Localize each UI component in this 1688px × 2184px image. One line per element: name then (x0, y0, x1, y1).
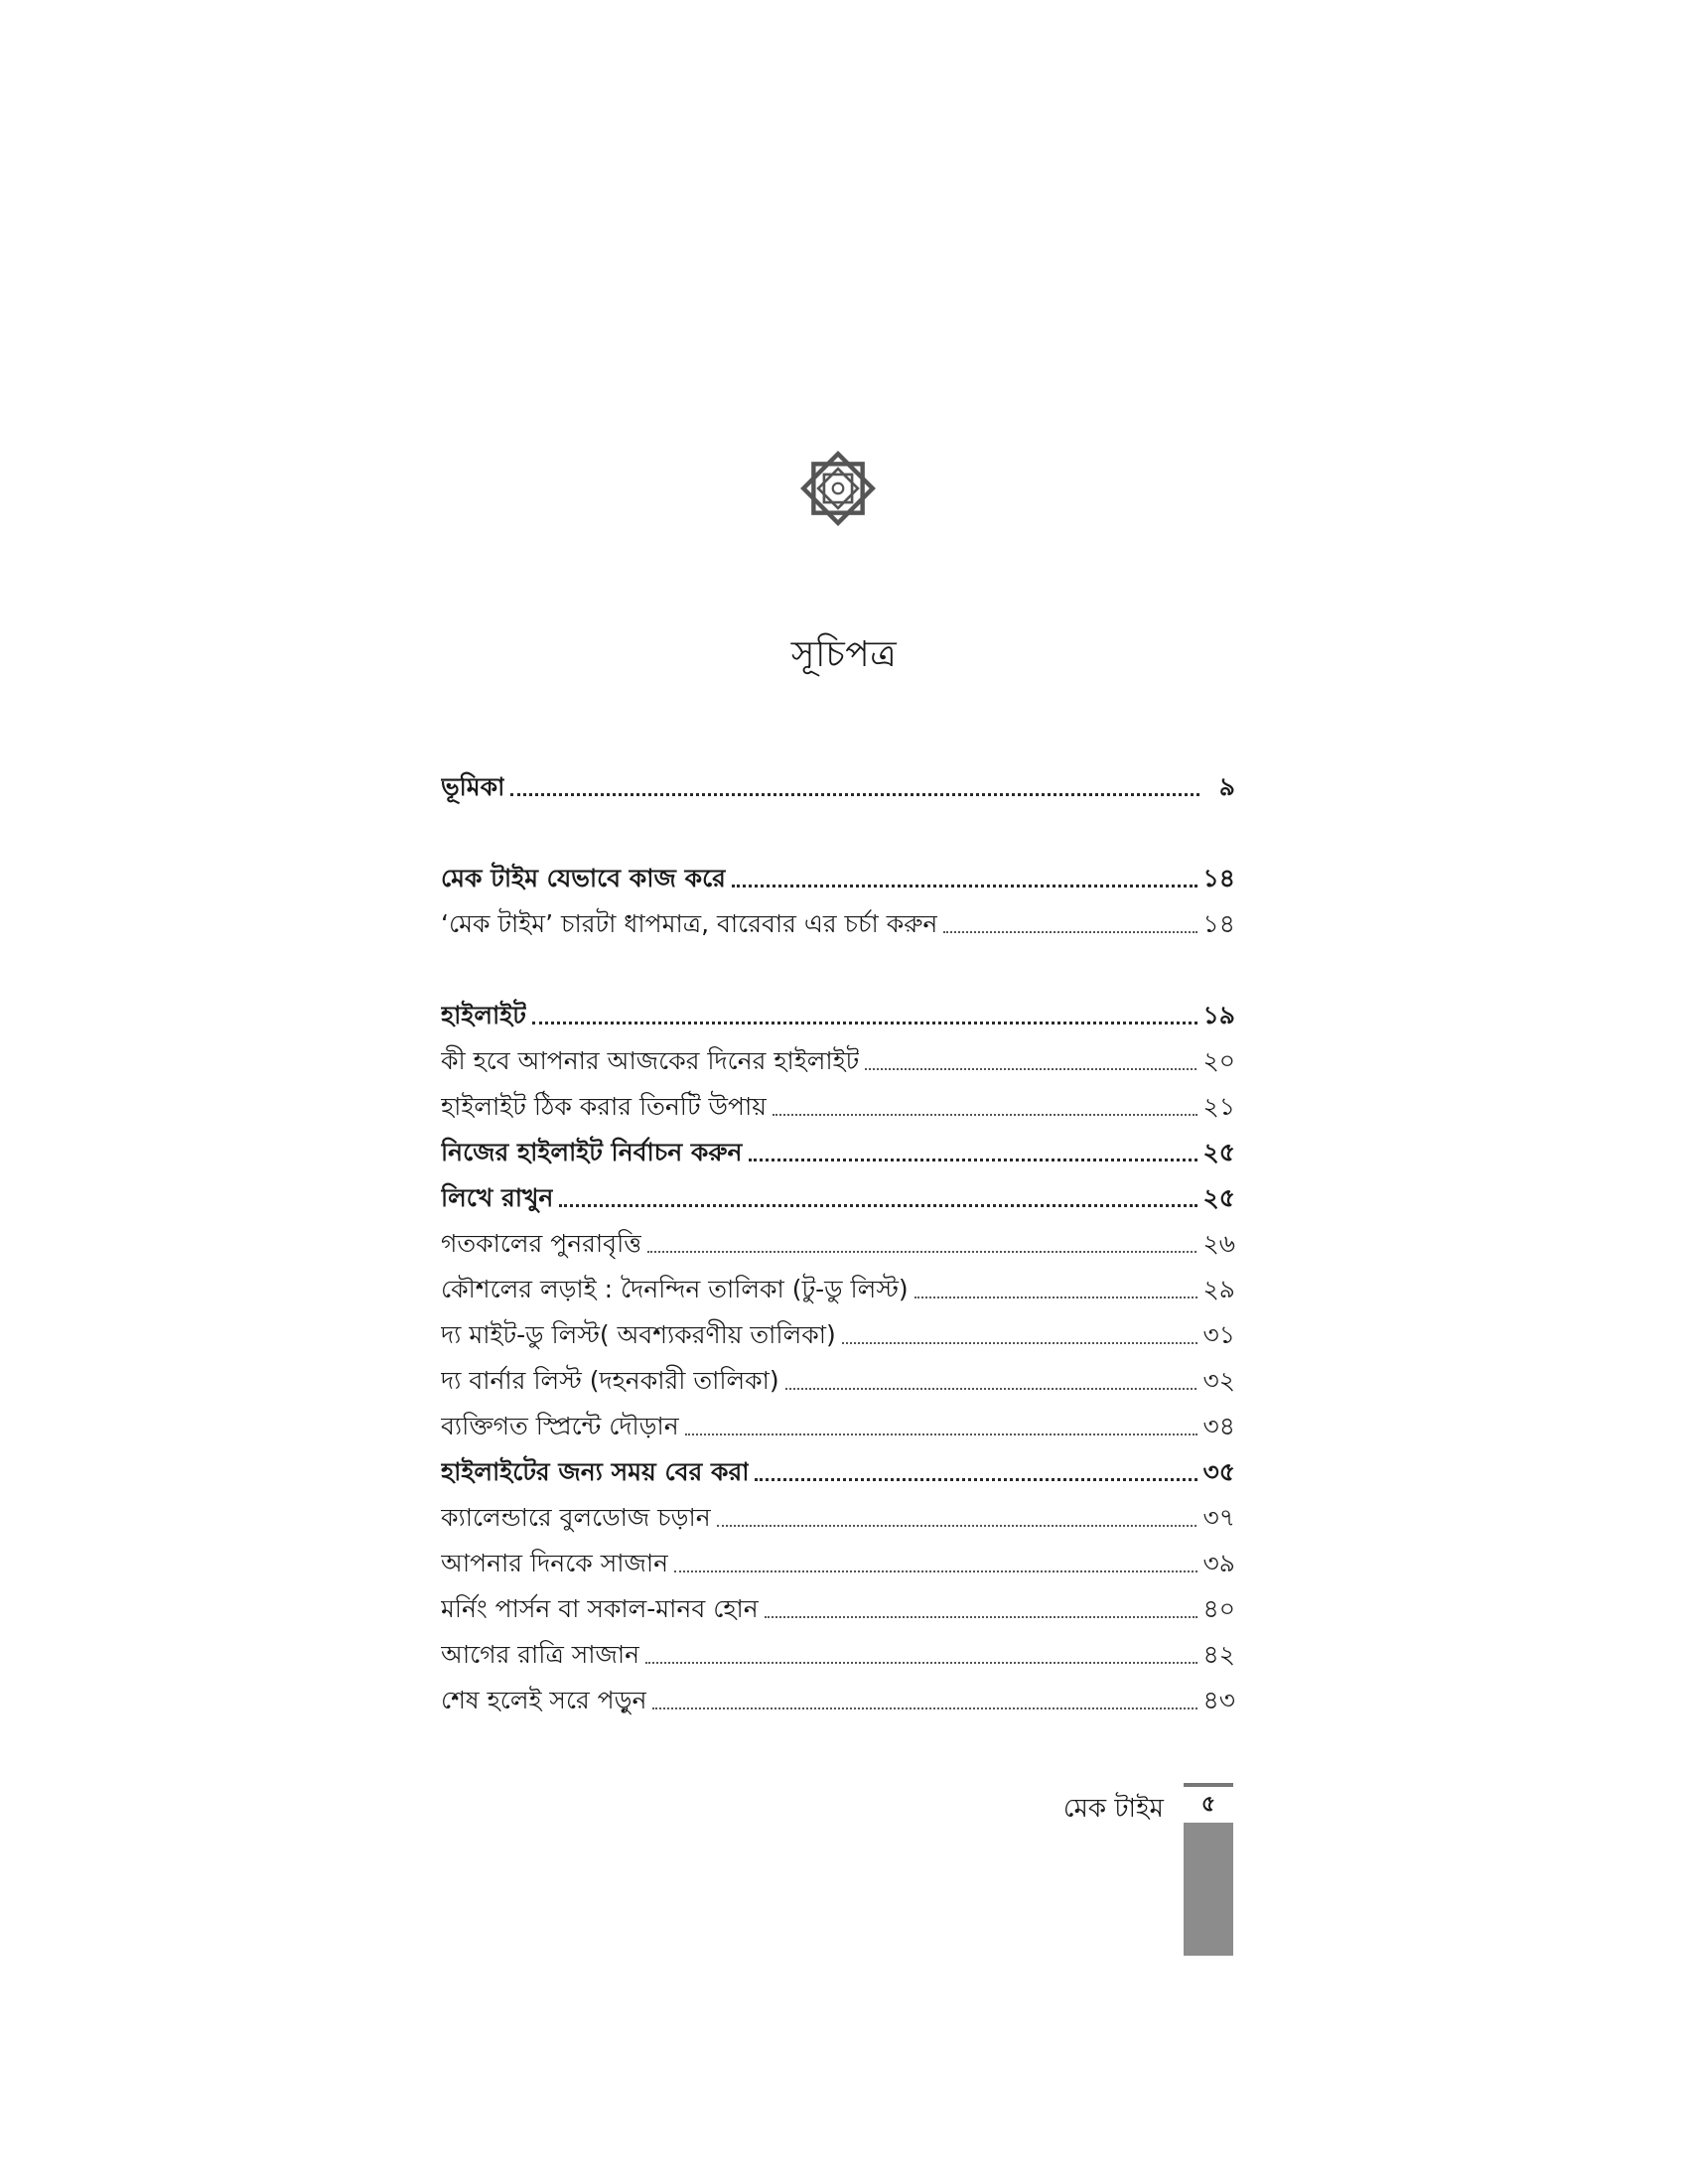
toc-entry-title: মেক টাইম যেভাবে কাজ করে (441, 864, 726, 892)
toc-entry-page: ১৪ (1202, 909, 1235, 938)
dot-leader (532, 1022, 1197, 1024)
toc-entry-page: ৩৯ (1202, 1549, 1235, 1577)
dot-leader (865, 1068, 1196, 1070)
toc-entry-title: মর্নিং পার্সন বা সকাল-মানব হোন (441, 1594, 759, 1623)
toc-entry (441, 1495, 1235, 1541)
toc-entry-page: ২৫ (1202, 1138, 1235, 1166)
dot-leader (943, 931, 1196, 933)
dot-leader (732, 885, 1197, 887)
dot-leader (842, 1342, 1197, 1344)
dot-leader (647, 1251, 1196, 1253)
toc-entry (441, 856, 1235, 901)
thumb-tab (1184, 1823, 1233, 1956)
toc-section (441, 764, 1235, 810)
dot-leader (773, 1114, 1197, 1116)
toc-entry-title: ব্যক্তিগত স্প্রিন্টে দৌড়ান (441, 1412, 679, 1440)
toc-entry (441, 1175, 1235, 1221)
dot-leader (749, 1159, 1197, 1161)
toc-section (441, 856, 1235, 947)
dot-leader (652, 1707, 1196, 1709)
toc-entry-title: আগের রাত্রি সাজান (441, 1640, 640, 1669)
dot-leader (674, 1570, 1197, 1572)
toc-entry (441, 1038, 1235, 1084)
toc-entry (441, 1358, 1235, 1404)
toc-entry (441, 1586, 1235, 1632)
dot-leader (645, 1662, 1196, 1664)
toc-entry-page: ৪২ (1202, 1640, 1235, 1669)
dot-leader (765, 1616, 1197, 1618)
toc-entry-title: হাইলাইট (441, 1001, 526, 1029)
toc-entry-title: কী হবে আপনার আজকের দিনের হাইলাইট (441, 1046, 860, 1075)
page-number: ৫ (1184, 1783, 1233, 1823)
table-of-contents (441, 764, 1235, 1769)
toc-entry-title: লিখে রাখুন (441, 1183, 554, 1212)
toc-entry-page: ৩৭ (1202, 1503, 1235, 1532)
toc-entry-title: শেষ হলেই সরে পড়ুন (441, 1686, 647, 1714)
toc-entry-page: ১৯ (1202, 1001, 1235, 1029)
toc-entry-title: হাইলাইটের জন্য সময় বের করা (441, 1457, 750, 1486)
toc-entry (441, 1084, 1235, 1130)
dot-leader (717, 1525, 1197, 1527)
toc-entry-page: ১৪ (1202, 864, 1235, 892)
toc-entry-title: গতকালের পুনরাবৃত্তি (441, 1229, 642, 1258)
dot-leader (559, 1204, 1196, 1207)
toc-entry-title: দ্য বার্নার লিস্ট (দহনকারী তালিকা) (441, 1366, 779, 1395)
dot-leader (510, 793, 1199, 796)
dot-leader (685, 1433, 1197, 1435)
page-title: সূচিপত্র (790, 634, 898, 675)
toc-entry-page: ৩১ (1202, 1320, 1235, 1349)
dot-leader (914, 1297, 1197, 1298)
toc-entry-page: ২৯ (1202, 1275, 1235, 1303)
toc-entry (441, 1404, 1235, 1449)
toc-entry-page: ৩৫ (1202, 1457, 1235, 1486)
toc-entry (441, 901, 1235, 947)
toc-entry (441, 1221, 1235, 1267)
toc-entry-title: দ্য মাইট-ডু লিস্ট( অবশ্যকরণীয় তালিকা) (441, 1320, 836, 1349)
toc-entry (441, 1449, 1235, 1495)
toc-entry (441, 1130, 1235, 1175)
toc-entry-title: কৌশলের লড়াই : দৈনন্দিন তালিকা (টু-ডু লিস্ট) (441, 1275, 909, 1303)
toc-entry (441, 1632, 1235, 1678)
toc-entry (441, 1267, 1235, 1312)
dot-leader (755, 1478, 1196, 1481)
toc-entry-page: ৩২ (1202, 1366, 1235, 1395)
toc-entry-page: ২০ (1202, 1046, 1235, 1075)
toc-entry-page: ৪৩ (1202, 1686, 1235, 1714)
toc-entry-page: ২৬ (1202, 1229, 1235, 1258)
toc-entry (441, 1312, 1235, 1358)
toc-entry-title: ক্যালেন্ডারে বুলডোজ চড়ান (441, 1503, 711, 1532)
octagram-knot-icon (794, 445, 882, 532)
toc-entry-title: আপনার দিনকে সাজান (441, 1549, 668, 1577)
running-footer-title: মেক টাইম (1062, 1794, 1164, 1824)
toc-entry-page: ২১ (1202, 1092, 1235, 1121)
dot-leader (785, 1388, 1197, 1390)
toc-entry (441, 993, 1235, 1038)
toc-entry-title: ‘মেক টাইম’ চারটা ধাপমাত্র, বারেবার এর চর্চা করুন (441, 909, 938, 938)
toc-entry-page: ২৫ (1202, 1183, 1235, 1212)
toc-entry (441, 1678, 1235, 1723)
toc-entry-page: ৯ (1218, 772, 1235, 801)
toc-entry-page: ৪০ (1202, 1594, 1235, 1623)
toc-entry (441, 1541, 1235, 1586)
toc-entry-title: হাইলাইট ঠিক করার তিনটি উপায় (441, 1092, 767, 1121)
toc-entry (441, 764, 1235, 810)
toc-entry-page: ৩৪ (1202, 1412, 1235, 1440)
toc-entry-title: নিজের হাইলাইট নির্বাচন করুন (441, 1138, 743, 1166)
toc-entry-title: ভূমিকা (441, 772, 505, 801)
toc-section (441, 993, 1235, 1723)
